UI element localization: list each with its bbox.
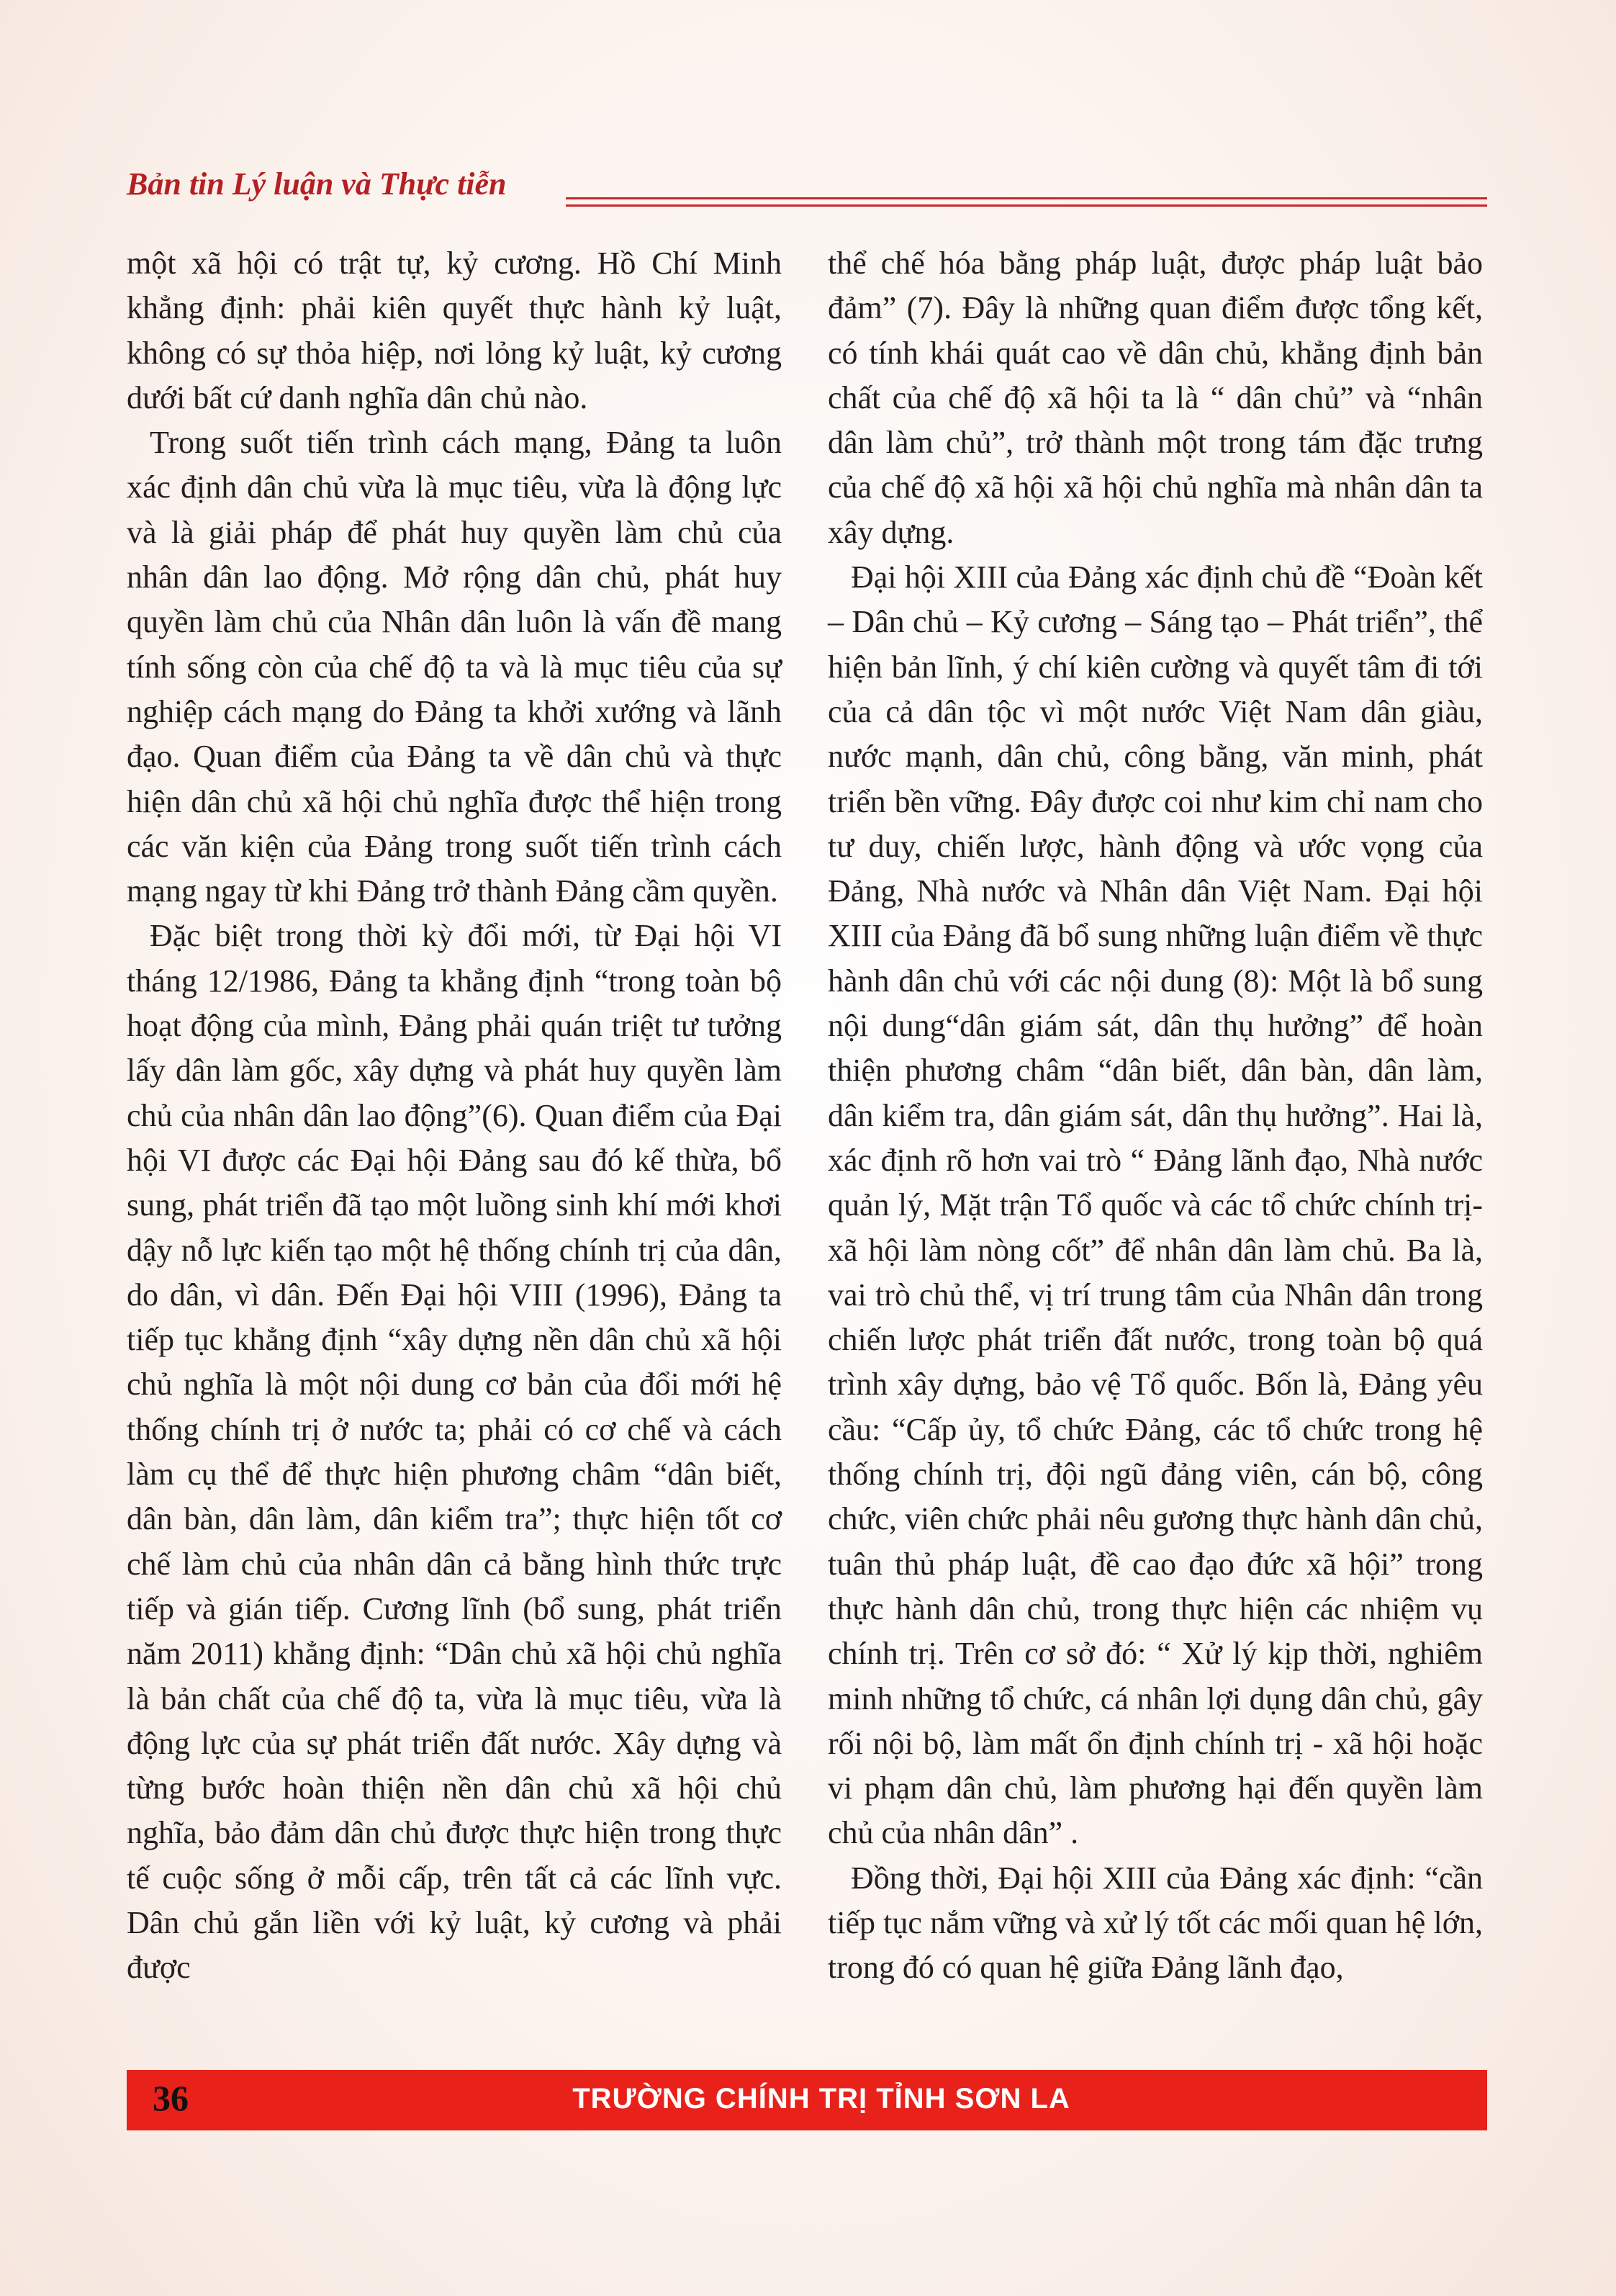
page-number: 36 — [153, 2078, 189, 2118]
left-paragraph-3: Đặc biệt trong thời kỳ đổi mới, từ Đại hội VI tháng 12/1986, Đảng ta khẳng định “trong toàn bộ hoạt động của mình, Đảng phải quán triệt tư tưởng lấy dân làm gốc, xây dựng và phát huy quyền làm chủ của nhân dân lao động”(6). Quan điểm của Đại hội VI được các Đại hội Đảng sau đó kế thừa, bổ sung, phát triển đã tạo một luồng sinh khí mới khơi dậy nỗ lực kiến tạo một hệ thống chính trị của dân, do dân, vì dân. Đến Đại hội VIII (1996), Đảng ta tiếp tục khẳng định “xây dựng nền dân chủ xã hội chủ nghĩa là một nội dung cơ bản của đổi mới hệ thống chính trị ở nước ta; phải có cơ chế và cách làm cụ thể để thực hiện phương châm “dân biết, dân bàn, dân làm, dân kiểm tra”; thực hiện tốt cơ chế làm chủ của nhân dân cả bằng hình thức trực tiếp và gián tiếp. Cương lĩnh (bổ sung, phát triển năm 2011) khẳng định: “Dân chủ xã hội chủ nghĩa là bản chất của chế độ ta, vừa là mục tiêu, vừa là động lực của sự phát triển đất nước. Xây dựng và từng bước hoàn thiện nền dân chủ xã hội chủ nghĩa, bảo đảm dân chủ được thực hiện trong thực tế cuộc sống ở mỗi cấp, trên tất cả các lĩnh vực. Dân chủ gắn liền với kỷ luật, kỷ cương và phải được — [127, 918, 782, 1986]
page-header — [127, 166, 1487, 216]
header-rule-top — [566, 197, 1487, 199]
left-paragraph-1: một xã hội có trật tự, kỷ cương. Hồ Chí Minh khẳng định: phải kiên quyết thực hành kỷ luật, không có sự thỏa hiệp, nơi lỏng kỷ luật, kỷ cương dưới bất cứ danh nghĩa dân chủ nào. — [127, 246, 782, 415]
right-paragraph-2: Đại hội XIII của Đảng xác định chủ đề “Đoàn kết – Dân chủ – Kỷ cương – Sáng tạo – Phát triển”, thể hiện bản lĩnh, ý chí kiên cường và quyết tâm đi tới của cả dân tộc vì một nước Việt Nam dân giàu, nước mạnh, dân chủ, công bằng, văn minh, phát triển bền vững. Đây được coi như kim chỉ nam cho tư duy, chiến lược, hành động và ước vọng của Đảng, Nhà nước và Nhân dân Việt Nam. Đại hội XIII của Đảng đã bổ sung những luận điểm về thực hành dân chủ với các nội dung (8): Một là bổ sung nội dung“dân giám sát, dân thụ hưởng” để hoàn thiện phương châm “dân biết, dân bàn, dân làm, dân kiểm tra, dân giám sát, dân thụ hưởng”. Hai là, xác định rõ hơn vai trò “ Đảng lãnh đạo, Nhà nước quản lý, Mặt trận Tổ quốc và các tổ chức chính trị- xã hội làm nòng cốt” để nhân dân làm chủ. Ba là, vai trò chủ thể, vị trí trung tâm của Nhân dân trong chiến lược phát triển đất nước, trong toàn bộ quá trình xây dựng, bảo vệ Tổ quốc. Bốn là, Đảng yêu cầu: “Cấp ủy, tổ chức Đảng, các tổ chức trong hệ thống chính trị, đội ngũ đảng viên, cán bộ, công chức, viên chức phải nêu gương thực hành dân chủ, tuân thủ pháp luật, đề cao đạo đức xã hội” trong thực hành dân chủ, trong thực hiện các nhiệm vụ chính trị. Trên cơ sở đó: “ Xử lý kịp thời, nghiêm minh những tổ chức, cá nhân lợi dụng dân chủ, gây rối nội bộ, làm mất ổn định chính trị - xã hội hoặc vi phạm dân chủ, làm phương hại đến quyền làm chủ của nhân dân” . — [828, 559, 1483, 1851]
left-paragraph-2: Trong suốt tiến trình cách mạng, Đảng ta luôn xác định dân chủ vừa là mục tiêu, vừa là động lực và là giải pháp để phát huy quyền làm chủ của nhân dân lao động. Mở rộng dân chủ, phát huy quyền làm chủ của Nhân dân luôn là vấn đề mang tính sống còn của chế độ ta và là mục tiêu của sự nghiệp cách mạng do Đảng ta khởi xướng và lãnh đạo. Quan điểm của Đảng ta về dân chủ và thực hiện dân chủ xã hội chủ nghĩa được thể hiện trong các văn kiện của Đảng trong suốt tiến trình cách mạng ngay từ khi Đảng trở thành Đảng cầm quyền. — [127, 425, 782, 909]
right-paragraph-3: Đồng thời, Đại hội XIII của Đảng xác định: “cần tiếp tục nắm vững và xử lý tốt các mối quan hệ lớn, trong đó có quan hệ giữa Đảng lãnh đạo, — [828, 1860, 1483, 1986]
header-rule-bottom — [566, 204, 1487, 207]
right-paragraph-1: thể chế hóa bằng pháp luật, được pháp luật bảo đảm” (7). Đây là những quan điểm được tổng kết, có tính khái quát cao về dân chủ, khẳng định bản chất của chế độ xã hội ta là “ dân chủ” và “nhân dân làm chủ”, trở thành một trong tám đặc trưng của chế độ xã hội xã hội chủ nghĩa mà nhân dân ta xây dựng. — [828, 246, 1483, 550]
left-column — [127, 241, 782, 1991]
page-footer — [127, 2070, 1487, 2130]
publisher-name: TRƯỜNG CHÍNH TRỊ TỈNH SƠN LA — [572, 2083, 1070, 2115]
bulletin-title: Bản tin Lý luận và Thực tiễn — [127, 166, 507, 202]
right-column — [828, 241, 1483, 1991]
